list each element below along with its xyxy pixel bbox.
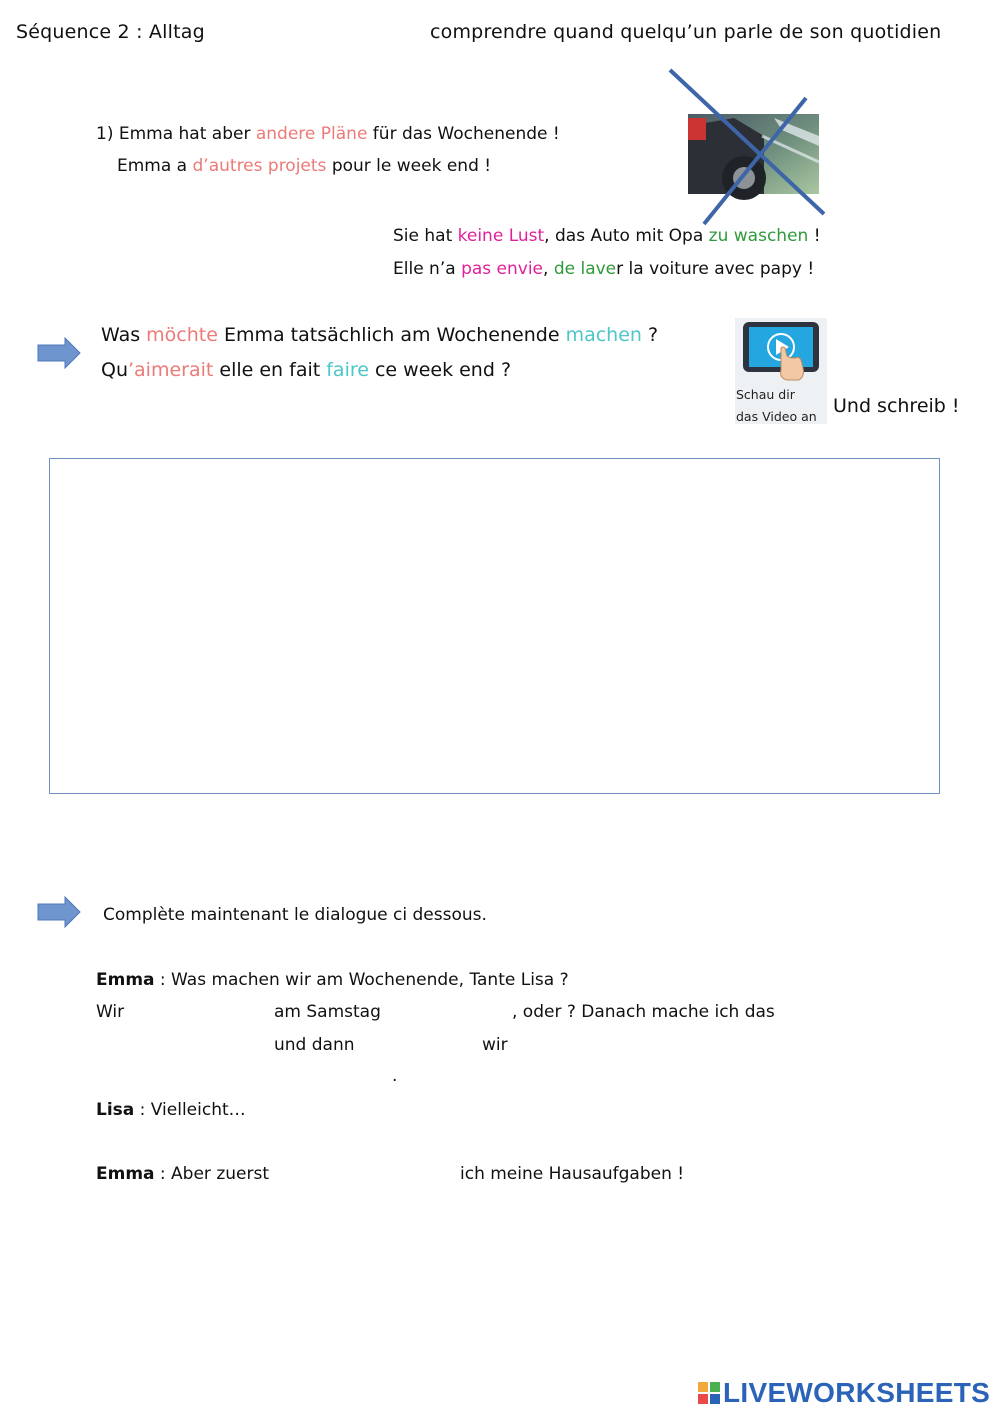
plans-sentence-de: 1) Emma hat aber andere Pläne für das Wochenende ! [96,124,560,144]
video-caption-line2: das Video an [736,409,817,424]
car-wash-image-crossed [664,66,834,228]
refusal-sentence-de: Sie hat keine Lust, das Auto mit Opa zu waschen ! [393,226,821,246]
question-fr: Qu’aimerait elle en fait faire ce week end ? [101,359,512,381]
plans-sentence-fr: Emma a d’autres projets pour le week end ! [117,156,492,176]
dialogue-word: und dann [274,1035,355,1055]
dialogue-word: am Samstag [274,1002,381,1022]
refusal-sentence-fr: Elle n’a pas envie, de laver la voiture avec papy ! [393,259,815,279]
liveworksheets-logo-icon [697,1381,721,1405]
liveworksheets-logo [697,1376,990,1410]
instruction-text: Complète maintenant le dialogue ci dessous. [103,905,487,925]
arrow-right-icon [37,337,81,369]
arrow-right-icon [37,896,81,928]
dialogue-word: ich meine Hausaufgaben ! [460,1164,685,1184]
logo-text: LIVEWORKSHEETS [723,1377,991,1408]
sequence-title: Séquence 2 : Alltag [16,21,205,43]
objective-title: comprendre quand quelqu’un parle de son quotidien [430,21,942,43]
answer-text-box[interactable] [49,458,940,794]
dialogue-line-emma-1: Emma : Was machen wir am Wochenende, Tante Lisa ? [96,970,569,990]
write-prompt: Und schreib ! [833,395,960,417]
video-play-tap-icon [735,318,827,382]
dialogue-line-lisa: Lisa : Vielleicht… [96,1100,246,1120]
video-caption-line1: Schau dir [736,387,795,402]
dialogue-word: , oder ? Danach mache ich das [512,1002,775,1022]
watch-video-button[interactable] [735,318,827,424]
dialogue-line-emma-2: Emma : Aber zuerst [96,1164,269,1184]
car-wash-icon [664,66,834,228]
question-de: Was möchte Emma tatsächlich am Wochenende machen ? [101,324,659,346]
dialogue-word: wir [482,1035,508,1055]
dialogue-word: Wir [96,1002,125,1022]
dialogue-period: . [392,1066,398,1086]
